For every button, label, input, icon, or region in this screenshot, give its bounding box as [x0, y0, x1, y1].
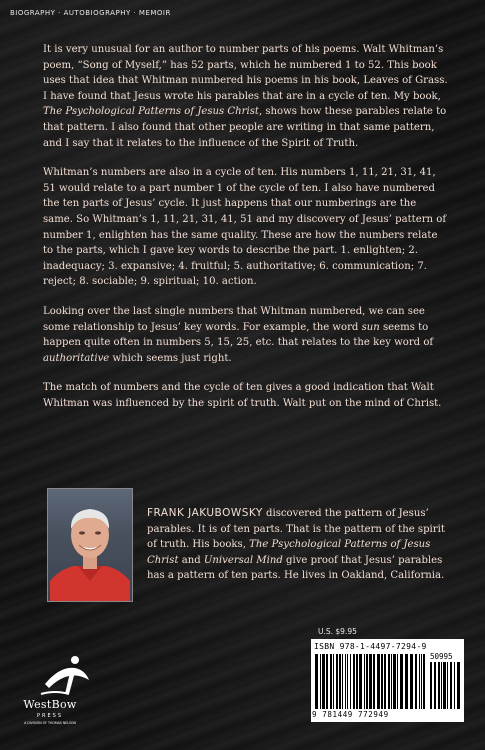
ean-number: 9 781449 772949 — [312, 710, 389, 719]
addon-code: 50995 — [430, 652, 453, 661]
barcode-bars — [315, 654, 427, 709]
publisher-name: WestBow — [23, 698, 77, 711]
paragraph-3: Looking over the last single numbers that Whitman numbered, we can see some relationship to Jesus’ key words. For example, the word sun seems to happen quite often in numbers 5, 15, 25, etc. that relates to the key word of authoritative which seems just right. — [43, 305, 434, 364]
archer-icon — [35, 654, 95, 698]
author-photo — [47, 488, 133, 602]
publisher-logo — [20, 654, 110, 744]
book-title: The Psychological Patterns of Jesus Christ — [43, 106, 259, 118]
bio-book-2: Universal Mind — [203, 554, 283, 566]
author-name: FRANK JAKUBOWSKY — [147, 507, 263, 519]
addon-bars — [430, 662, 462, 709]
paragraph-4: The match of numbers and the cycle of ten gives a good indication that Walt Whitman was influenced by the spirit of truth. Walt put on the mind of Christ. — [43, 382, 442, 409]
publisher-press: PRESS — [37, 713, 63, 719]
publisher-tagline: A DIVISION OF THOMAS NELSON — [24, 721, 76, 725]
price-label: U.S. $9.95 — [318, 627, 357, 636]
isbn-number: ISBN 978-1-4497-7294-9 — [314, 642, 427, 651]
isbn-barcode — [311, 639, 464, 722]
author-bio: FRANK JAKUBOWSKY discovered the pattern of Jesus’ parables. It is of ten parts. That is the pattern of the spirit of truth. His books, The Psychological Patterns of Jesus Christ and Universal Mind give proof that Jesus’ parables has a pattern of ten parts. He lives in Oakland, California. — [147, 507, 445, 582]
bio-book-1: The Psychological Patterns of Jesus Christ — [147, 539, 431, 566]
category-label: BIOGRAPHY · AUTOBIOGRAPHY · MEMOIR — [10, 9, 171, 17]
back-cover-description — [43, 42, 448, 411]
paragraph-2: Whitman’s numbers are also in a cycle of ten. His numbers 1, 11, 21, 31, 41, 51 would relate to a part number 1 of the cycle of ten. I also have numbered the ten parts of Jesus’ cycle. It just happens that our numberings are the same. So Whitman’s 1, 11, 21, 31, 41, 51 and my discovery of Jesus’ pattern of number 1, enlighten has the same quality. These are how the numbers relate to the parts, which I gave key words to describe the part. 1. enlighten; 2. inadequacy; 3. expansive; 4. fruitful; 5. authoritative; 6. communication; 7. reject; 8. sociable; 9. spiritual; 10. action. — [43, 167, 447, 288]
paragraph-1: It is very unusual for an author to number parts of his poems. Walt Whitman’s poem, “Song of Myself,” has 52 parts, which he numbered 1 to 52. This book uses that idea that Whitman numbered his poems in his book, Leaves of Grass. I have found that Jesus wrote his parables that are in a cycle of ten. My book, The Psychological Patterns of Jesus Christ, shows how these parables relate to that pattern. I also found that other people are writing in that same pattern, and I say that it relates to the influence of the Spirit of Truth. — [43, 44, 448, 149]
